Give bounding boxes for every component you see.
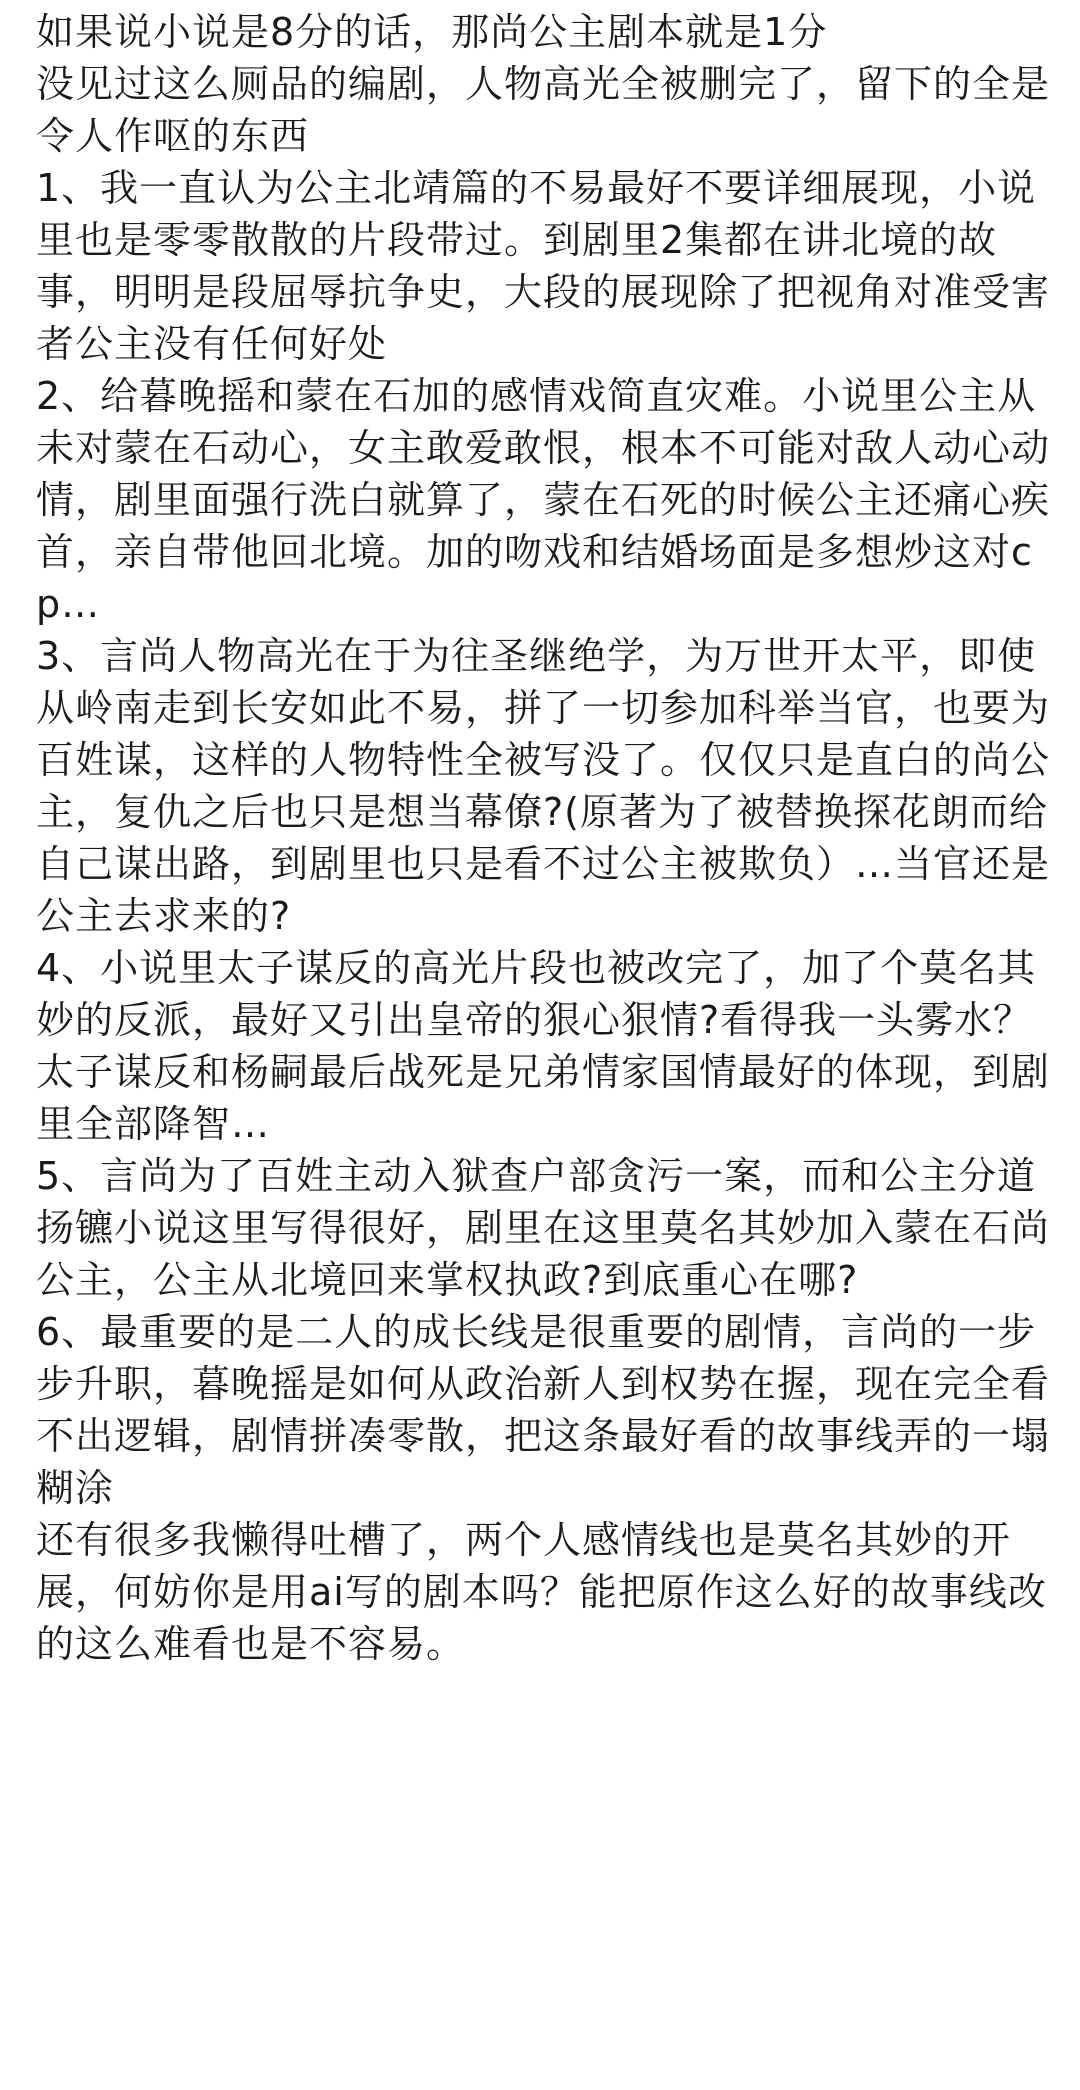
post-intro: 没见过这么厕品的编剧，人物高光全被删完了，留下的全是令人作呕的东西 xyxy=(36,62,1051,158)
post-conclusion: 还有很多我懒得吐槽了，两个人感情线也是莫名其妙的开展，何妨你是用ai写的剧本吗？能把原作这么好的故事线改的这么难看也是不容易。 xyxy=(36,1518,1047,1666)
post-point-5: 5、言尚为了百姓主动入狱查户部贪污一案，而和公主分道扬镳小说这里写得很好，剧里在这里莫名其妙加入蒙在石尚公主，公主从北境回来掌权执政?到底重心在哪? xyxy=(36,1154,1051,1302)
post-point-6: 6、最重要的是二人的成长线是很重要的剧情，言尚的一步步升职，暮晚摇是如何从政治新人到权势在握，现在完全看不出逻辑，剧情拼凑零散，把这条最好看的故事线弄的一塌糊涂 xyxy=(36,1310,1051,1510)
post-point-3: 3、言尚人物高光在于为往圣继绝学，为万世开太平，即使从岭南走到长安如此不易，拼了一切参加科举当官，也要为百姓谋，这样的人物特性全被写没了。仅仅只是直白的尚公主，复仇之后也只是想当幕僚?(原著为了被替换探花朗而给自己谋出路，到剧里也只是看不过公主被欺负）…当官还是公主去求来的? xyxy=(36,634,1051,938)
post-point-2: 2、给暮晚摇和蒙在石加的感情戏简直灾难。小说里公主从未对蒙在石动心，女主敢爱敢恨，根本不可能对敌人动心动情，剧里面强行洗白就算了，蒙在石死的时候公主还痛心疾首，亲自带他回北境。加的吻戏和结婚场面是多想炒这对cp… xyxy=(36,374,1051,626)
post-headline: 如果说小说是8分的话，那尚公主剧本就是1分 xyxy=(36,10,828,54)
post-point-4: 4、小说里太子谋反的高光片段也被改完了，加了个莫名其妙的反派，最好又引出皇帝的狠心狠情?看得我一头雾水？太子谋反和杨嗣最后战死是兄弟情家国情最好的体现，到剧里全部降智… xyxy=(36,946,1051,1146)
post-point-1: 1、我一直认为公主北靖篇的不易最好不要详细展现，小说里也是零零散散的片段带过。到剧里2集都在讲北境的故事，明明是段屈辱抗争史，大段的展现除了把视角对准受害者公主没有任何好处 xyxy=(36,166,1051,366)
